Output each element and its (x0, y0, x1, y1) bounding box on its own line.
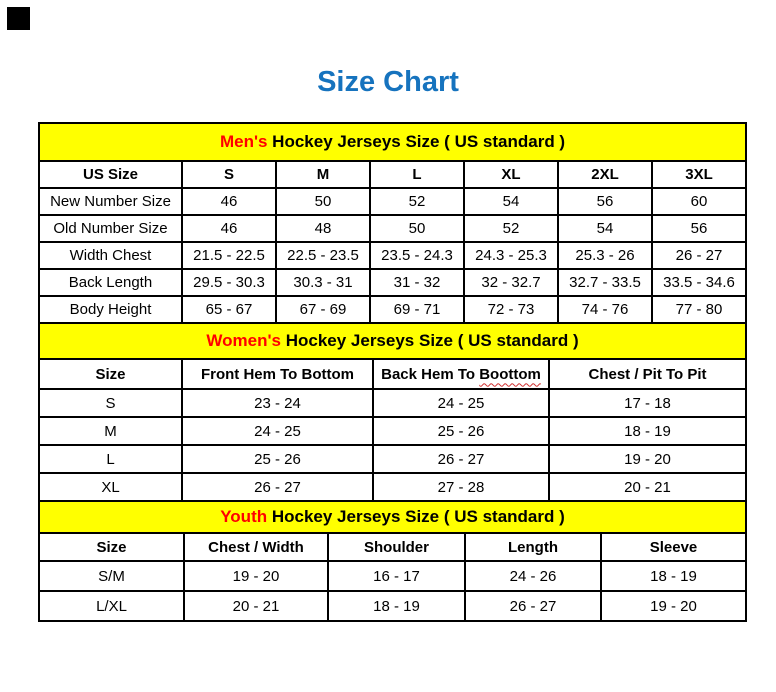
column-header: Shoulder (328, 533, 465, 561)
value-cell: 24 - 26 (465, 561, 601, 591)
table-row (39, 323, 746, 359)
row-label: S/M (39, 561, 184, 591)
misspelled-word: Boottom (479, 365, 541, 383)
value-cell: 74 - 76 (558, 296, 652, 323)
value-cell: 23.5 - 24.3 (370, 242, 464, 269)
value-cell: 54 (464, 188, 558, 215)
table-row (39, 501, 746, 533)
table-row (39, 445, 746, 473)
value-cell: 18 - 19 (328, 591, 465, 621)
column-header: L (370, 161, 464, 188)
value-cell: 46 (182, 215, 276, 242)
column-header: Sleeve (601, 533, 746, 561)
table-row (39, 359, 746, 389)
value-cell: 69 - 71 (370, 296, 464, 323)
value-cell: 18 - 19 (601, 561, 746, 591)
value-cell: 72 - 73 (464, 296, 558, 323)
value-cell: 19 - 20 (601, 591, 746, 621)
table-row (39, 389, 746, 417)
black-square-artifact (7, 7, 30, 30)
value-cell: 32 - 32.7 (464, 269, 558, 296)
table-row (39, 533, 746, 561)
value-cell: 26 - 27 (373, 445, 549, 473)
value-cell: 50 (370, 215, 464, 242)
youth-size-table (38, 500, 747, 622)
row-label: Width Chest (39, 242, 182, 269)
row-label: New Number Size (39, 188, 182, 215)
column-header-text: Back Hem To (381, 365, 480, 383)
value-cell: 29.5 - 30.3 (182, 269, 276, 296)
value-cell: 56 (652, 215, 746, 242)
value-cell: 54 (558, 215, 652, 242)
value-cell: 32.7 - 33.5 (558, 269, 652, 296)
value-cell: 25 - 26 (182, 445, 373, 473)
value-cell: 22.5 - 23.5 (276, 242, 370, 269)
column-header: Chest / Width (184, 533, 328, 561)
table-row (39, 269, 746, 296)
value-cell: 24.3 - 25.3 (464, 242, 558, 269)
value-cell: 16 - 17 (328, 561, 465, 591)
value-cell: 48 (276, 215, 370, 242)
table-row (39, 188, 746, 215)
column-header: 2XL (558, 161, 652, 188)
value-cell: 50 (276, 188, 370, 215)
table-row (39, 242, 746, 269)
size-tables-container (38, 122, 745, 622)
womens-section-banner (39, 323, 746, 359)
row-label: M (39, 417, 182, 445)
table-row (39, 417, 746, 445)
womens-size-table (38, 322, 747, 502)
value-cell: 46 (182, 188, 276, 215)
womens-banner-accent: Women's (206, 331, 281, 350)
column-header: Length (465, 533, 601, 561)
table-row (39, 591, 746, 621)
youth-banner-accent: Youth (220, 507, 268, 526)
value-cell: 19 - 20 (549, 445, 746, 473)
row-label: L (39, 445, 182, 473)
value-cell: 31 - 32 (370, 269, 464, 296)
column-header: 3XL (652, 161, 746, 188)
value-cell: 24 - 25 (373, 389, 549, 417)
value-cell: 56 (558, 188, 652, 215)
table-row (39, 161, 746, 188)
value-cell: 30.3 - 31 (276, 269, 370, 296)
table-row (39, 561, 746, 591)
mens-banner-accent: Men's (219, 132, 268, 151)
row-label: L/XL (39, 591, 184, 621)
table-row (39, 473, 746, 501)
column-header: US Size (39, 161, 182, 188)
column-header: Size (39, 533, 184, 561)
column-header: Size (39, 359, 182, 389)
value-cell: 26 - 27 (465, 591, 601, 621)
value-cell: 25.3 - 26 (558, 242, 652, 269)
page-title: Size Chart (317, 66, 459, 98)
value-cell: 52 (464, 215, 558, 242)
column-header: M (276, 161, 370, 188)
value-cell: 20 - 21 (184, 591, 328, 621)
value-cell: 65 - 67 (182, 296, 276, 323)
value-cell: 23 - 24 (182, 389, 373, 417)
column-header: S (182, 161, 276, 188)
value-cell: 19 - 20 (184, 561, 328, 591)
youth-banner-text: Hockey Jerseys Size ( US standard ) (267, 507, 565, 526)
value-cell: 25 - 26 (373, 417, 549, 445)
row-label: S (39, 389, 182, 417)
column-header: Front Hem To Bottom (182, 359, 373, 389)
value-cell: 24 - 25 (182, 417, 373, 445)
value-cell: 52 (370, 188, 464, 215)
row-label: Back Length (39, 269, 182, 296)
mens-section-banner (39, 123, 746, 161)
table-row (39, 123, 746, 161)
row-label: Body Height (39, 296, 182, 323)
value-cell: 27 - 28 (373, 473, 549, 501)
value-cell: 21.5 - 22.5 (182, 242, 276, 269)
value-cell: 26 - 27 (652, 242, 746, 269)
womens-banner-text: Hockey Jerseys Size ( US standard ) (280, 331, 579, 350)
value-cell: 77 - 80 (652, 296, 746, 323)
value-cell: 20 - 21 (549, 473, 746, 501)
table-row (39, 296, 746, 323)
mens-banner-text: Hockey Jerseys Size ( US standard ) (267, 132, 566, 151)
value-cell: 18 - 19 (549, 417, 746, 445)
mens-size-table (38, 122, 747, 324)
row-label: Old Number Size (39, 215, 182, 242)
value-cell: 26 - 27 (182, 473, 373, 501)
value-cell: 17 - 18 (549, 389, 746, 417)
value-cell: 60 (652, 188, 746, 215)
column-header: XL (464, 161, 558, 188)
table-row (39, 215, 746, 242)
column-header: Chest / Pit To Pit (549, 359, 746, 389)
value-cell: 33.5 - 34.6 (652, 269, 746, 296)
column-header (373, 359, 549, 389)
youth-section-banner (39, 501, 746, 533)
row-label: XL (39, 473, 182, 501)
value-cell: 67 - 69 (276, 296, 370, 323)
